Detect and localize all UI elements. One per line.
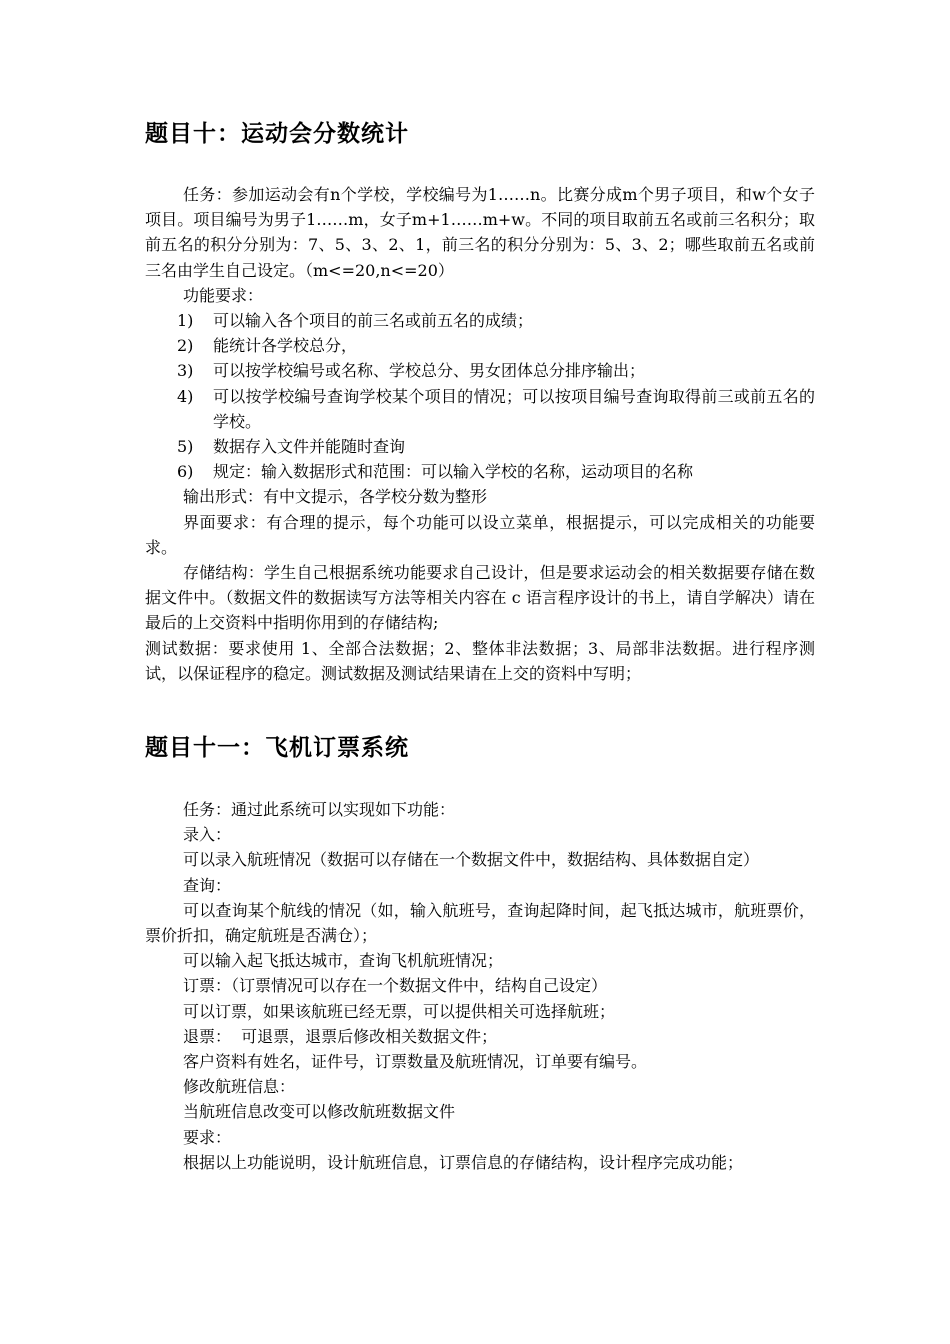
body-line: 要求： — [183, 1127, 232, 1147]
body-line: 可以订票，如果该航班已经无票，可以提供相关可选择航班； — [183, 1001, 616, 1021]
section-sports-meet — [145, 112, 815, 686]
list-item-number: 5) — [177, 437, 194, 457]
section-title: 题目十：运动会分数统计 — [145, 121, 409, 147]
list-item-text: 可以按学校编号查询学校某个项目的情况；可以按项目编号查询取得前三或前五名的学校。 — [213, 386, 815, 431]
list-item — [145, 384, 815, 434]
body-line: 查询： — [183, 875, 232, 895]
list-item-text: 可以按学校编号或名称、学校总分、男女团体总分排序输出； — [213, 361, 646, 381]
list-item-text: 可以输入各个项目的前三名或前五名的成绩； — [213, 311, 534, 331]
body-line: 客户资料有姓名，证件号，订票数量及航班情况，订单要有编号。 — [183, 1052, 648, 1072]
list-item-number: 1) — [177, 311, 194, 331]
storage-paragraph: 存储结构：学生自己根据系统功能要求自己设计，但是要求运动会的相关数据要存储在数据文件中。（数据文件的数据读写方法等相关内容在 c 语言程序设计的书上，请自学解决）请在最后的上交资料中指明你用到的存储结构; — [145, 563, 815, 633]
list-item-text: 能统计各学校总分， — [213, 336, 358, 356]
section-body — [145, 182, 815, 686]
list-item-number: 4) — [177, 386, 194, 406]
list-item-number: 6) — [177, 462, 194, 482]
test-paragraph: 测试数据：要求使用 1、全部合法数据；2、整体非法数据；3、局部非法数据。进行程序测试，以保证程序的稳定。测试数据及测试结果请在上交的资料中写明； — [145, 638, 815, 683]
body-line: 录入： — [183, 825, 232, 845]
section-body — [145, 797, 815, 1175]
list-item — [145, 358, 815, 383]
function-heading: 功能要求： — [183, 285, 264, 305]
body-line: 可以输入起飞抵达城市，查询飞机航班情况； — [183, 951, 504, 971]
body-line: 修改航班信息： — [183, 1077, 296, 1097]
task-paragraph: 任务：参加运动会有n个学校，学校编号为1……n。比赛分成m个男子项目，和w个女子项目。项目编号为男子1……m，女子m+1……m+w。不同的项目取前五名或前三名积分；取前五名的积分分别为：7、5、3、2、1，前三名的积分分别为：5、3、2；哪些取前五名或前三名由学生自己设定。（m<=20,n<=20） — [145, 185, 815, 280]
section-title: 题目十一：飞机订票系统 — [145, 735, 409, 761]
list-item — [145, 333, 815, 358]
body-line: 根据以上功能说明，设计航班信息，订票信息的存储结构，设计程序完成功能； — [183, 1152, 744, 1172]
list-item-text: 数据存入文件并能随时查询 — [213, 437, 406, 457]
body-line: 可以录入航班情况（数据可以存储在一个数据文件中，数据结构、具体数据自定） — [183, 850, 760, 870]
body-line: 当航班信息改变可以修改航班数据文件 — [183, 1102, 456, 1122]
body-line: 任务：通过此系统可以实现如下功能： — [183, 800, 456, 819]
output-paragraph: 输出形式：有中文提示，各学校分数为整形 — [183, 487, 488, 507]
list-item — [145, 308, 815, 333]
list-item-text: 规定：输入数据形式和范围：可以输入学校的名称，运动项目的名称 — [213, 462, 694, 482]
body-line: 可以查询某个航线的情况（如，输入航班号，查询起降时间，起飞抵达城市，航班票价，票价折扣，确定航班是否满仓）； — [145, 900, 815, 946]
section-flight-booking — [145, 726, 815, 1175]
list-item — [145, 459, 815, 484]
list-item — [145, 434, 815, 459]
list-item-number: 3) — [177, 361, 194, 381]
body-line: 退票： 可退票，退票后修改相关数据文件； — [183, 1026, 498, 1046]
body-line: 订票：（订票情况可以存在一个数据文件中，结构自己设定） — [183, 976, 608, 996]
ui-paragraph: 界面要求：有合理的提示，每个功能可以设立菜单，根据提示，可以完成相关的功能要求。 — [145, 512, 815, 557]
list-item-number: 2) — [177, 336, 194, 356]
